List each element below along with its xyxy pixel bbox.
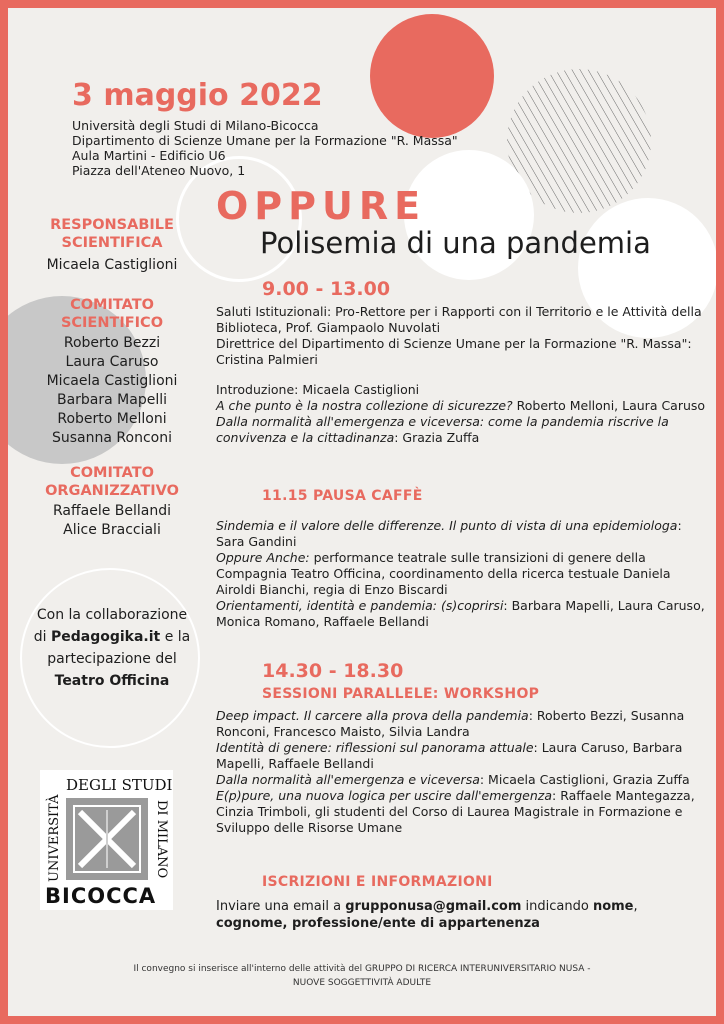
svg-text:BICOCCA: BICOCCA	[45, 884, 157, 908]
person-name: Alice Bracciali	[63, 522, 161, 538]
morning-talks	[216, 382, 712, 446]
section-heading: COMITATO	[70, 465, 154, 481]
event-subtitle: Polisemia di una pandemia	[260, 226, 651, 260]
program-text: Direttrice del Dipartimento di Scienze Umane per la Formazione "R. Massa": Cristina Palmieri	[216, 336, 692, 367]
svg-text:DEGLI STUDI: DEGLI STUDI	[66, 776, 173, 794]
collab-line: Con la collaborazione	[36, 607, 188, 623]
venue-line: Piazza dell'Ateneo Nuovo, 1	[72, 163, 246, 178]
iscrizioni-heading: ISCRIZIONI E INFORMAZIONI	[262, 874, 493, 890]
talk-speakers: : Grazia Zuffa	[394, 430, 480, 445]
talk-title: Dalla normalità all'emergenza e viceversa: come la pandemia riscrive la convivenza e la cittadinanza	[216, 414, 669, 445]
workshop-speakers: : Roberto Bezzi, Susanna Ronconi, Francesco Maisto, Silvia Landra	[216, 708, 685, 739]
program-item	[216, 414, 712, 446]
collaboration-note	[24, 604, 200, 692]
iscrizioni-text-part: indicando	[521, 899, 593, 914]
talk-speakers: : Barbara Mapelli, Laura Caruso, Monica Romano, Raffaele Bellandi	[216, 598, 705, 629]
workshop-speakers: : Micaela Castiglioni, Grazia Zuffa	[479, 772, 690, 787]
talk-title: Sindemia e il valore delle differenze. Il punto di vista di una epidemiologa	[216, 518, 678, 533]
talk-title: Orientamenti, identità e pandemia: (s)coprirsi	[216, 598, 504, 613]
talk-speakers: Roberto Melloni, Laura Caruso	[512, 398, 706, 413]
program-item	[216, 772, 712, 788]
svg-text:DI MILANO: DI MILANO	[154, 800, 169, 879]
workshop-title: Deep impact. Il carcere alla prova della pandemia	[216, 708, 529, 723]
event-date: 3 maggio 2022	[72, 78, 323, 113]
teatro-officina-name: Teatro Officina	[54, 673, 170, 689]
section-heading: SCIENTIFICO	[60, 315, 164, 331]
person-name: Roberto Bezzi	[63, 335, 161, 351]
collab-text: e la	[160, 629, 191, 645]
workshop-speakers: : Laura Caruso, Barbara Mapelli, Raffaele Bellandi	[216, 740, 683, 771]
iscrizioni-text	[216, 898, 712, 932]
program-text: Introduzione: Micaela Castiglioni	[216, 382, 420, 397]
section-heading: COMITATO	[70, 297, 154, 313]
comitato-scientifico-block	[22, 296, 202, 448]
person-name: Susanna Ronconi	[52, 430, 172, 446]
footer-note	[68, 962, 656, 990]
program-text: Saluti Istituzionali: Pro-Rettore per i Rapporti con il Territorio e le Attività della Biblioteca, Prof. Giampaolo Nuvolati	[216, 304, 702, 335]
talk-title: A che punto è la nostra collezione di sicurezze?	[216, 398, 513, 413]
responsabile-block	[22, 216, 202, 275]
person-name: Micaela Castiglioni	[46, 373, 178, 389]
collab-line	[24, 626, 200, 648]
venue-line: Università degli Studi di Milano-Bicocca	[72, 118, 319, 133]
iscrizioni-bold: nome	[592, 899, 634, 914]
section-heading: SCIENTIFICA	[61, 235, 163, 251]
comitato-organizzativo-block	[22, 464, 202, 540]
iscrizioni-text-part: ,	[633, 899, 638, 914]
collab-line: partecipazione del	[47, 651, 177, 667]
person-name: Micaela Castiglioni	[46, 257, 178, 273]
footer-line: NUOVE SOGGETTIVITÀ ADULTE	[292, 978, 432, 988]
talk-speakers: : Sara Gandini	[216, 518, 682, 549]
morning-saluti	[216, 304, 712, 368]
section-heading: ORGANIZZATIVO	[45, 483, 179, 499]
venue-line: Dipartimento di Scienze Umane per la Formazione "R. Massa"	[72, 133, 458, 148]
footer-line: Il convegno si inserisce all'interno delle attività del GRUPPO DI RICERCA INTERUNIVERSITARIO NUSA -	[133, 964, 591, 974]
email-link[interactable]: grupponusa@gmail.com	[345, 899, 522, 914]
program-item	[216, 708, 712, 740]
workshop-speakers: : Raffaele Mantegazza, Cinzia Trimboli, gli studenti del Corso di Laurea Magistrale in Formazione e Sviluppo delle Risorse Umane	[216, 788, 695, 835]
program-item	[216, 740, 712, 772]
iscrizioni-text-part: Inviare una email a	[216, 899, 346, 914]
workshop-title: Identità di genere: riflessioni sul panorama attuale	[216, 740, 534, 755]
section-heading: RESPONSABILE	[50, 217, 174, 233]
person-name: Barbara Mapelli	[56, 392, 168, 408]
workshop-title: E(p)pure, una nuova logica per uscire dall'emergenza	[216, 788, 553, 803]
talk-speakers: performance teatrale sulle transizioni di genere della Compagnia Teatro Officina, coordinamento della ricerca testuale Daniela Airoldi Bianchi, regia di Enzo Biscardi	[216, 550, 671, 597]
university-logo	[40, 770, 173, 910]
collab-text: di	[33, 629, 51, 645]
iscrizioni-bold: cognome, professione/ente di appartenenza	[216, 916, 540, 931]
program-item	[216, 788, 712, 836]
venue-line: Aula Martini - Edificio U6	[72, 148, 226, 163]
workshop-title: Dalla normalità all'emergenza e viceversa	[216, 772, 480, 787]
event-title: OPPURE	[216, 184, 427, 228]
program-item	[216, 550, 712, 598]
svg-text:UNIVERSITÀ: UNIVERSITÀ	[47, 794, 62, 882]
program-item	[216, 598, 712, 630]
program-item	[216, 518, 712, 550]
talk-title: Oppure Anche:	[216, 550, 310, 565]
morning-time: 9.00 - 13.00	[262, 278, 391, 300]
pausa-caffe: 11.15 PAUSA CAFFÈ	[262, 488, 423, 504]
program-item	[216, 398, 712, 414]
person-name: Roberto Melloni	[57, 411, 167, 427]
pedagogika-name: Pedagogika.it	[50, 629, 161, 645]
person-name: Raffaele Bellandi	[52, 503, 171, 519]
venue-info	[72, 118, 458, 178]
workshop-list	[216, 708, 712, 836]
afternoon-time: 14.30 - 18.30	[262, 660, 404, 682]
poster	[8, 8, 716, 1016]
late-morning-talks	[216, 518, 712, 630]
person-name: Laura Caruso	[65, 354, 159, 370]
workshop-heading: SESSIONI PARALLELE: WORKSHOP	[262, 686, 540, 702]
